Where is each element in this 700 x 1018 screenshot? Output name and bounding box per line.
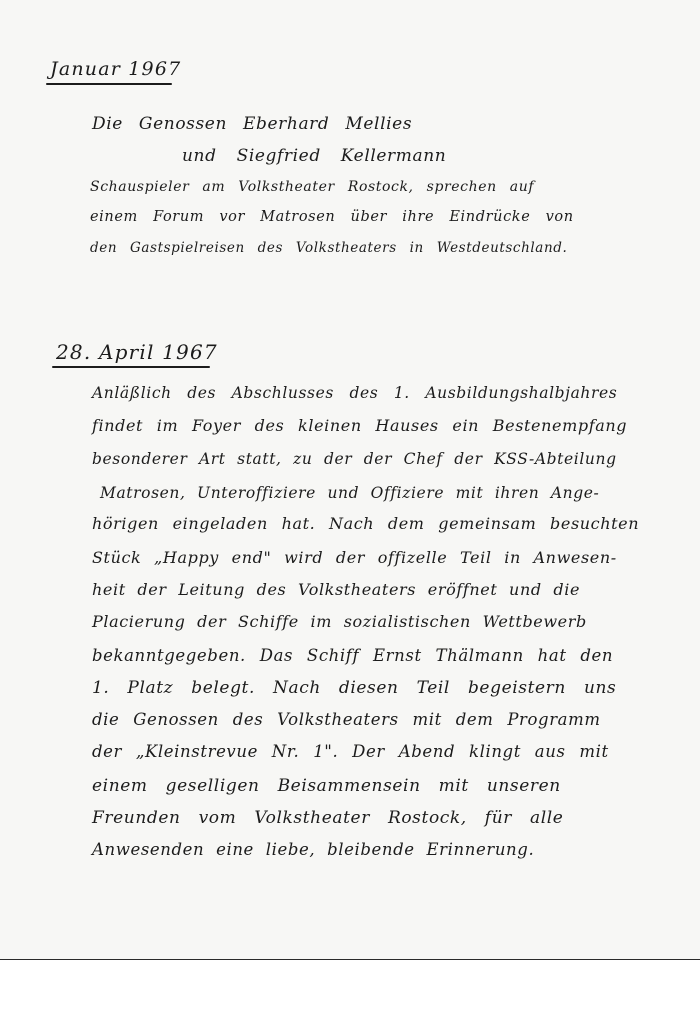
entry2-line: Anläßlich des Abschlusses des 1. Ausbildungshalbjahres bbox=[92, 384, 618, 402]
entry2-line: Stück „Happy end" wird der offizelle Teil in Anwesen- bbox=[92, 548, 617, 567]
entry2-line: hörigen eingeladen hat. Nach dem gemeinsam besuchten bbox=[92, 514, 640, 533]
entry1-line: einem Forum vor Matrosen über ihre Eindrücke von bbox=[90, 209, 574, 225]
date-underline bbox=[52, 366, 210, 368]
entry2-line: Placierung der Schiffe im sozialistischen Wettbewerb bbox=[92, 612, 587, 631]
entry2-line: 1. Platz belegt. Nach diesen Teil begeistern uns bbox=[92, 678, 617, 698]
entry2-line: findet im Foyer des kleinen Hauses ein Bestenempfang bbox=[92, 416, 628, 435]
entry2-line: Freunden vom Volkstheater Rostock, für alle bbox=[92, 808, 564, 828]
entry1-line: den Gastspielreisen des Volkstheaters in Westdeutschland. bbox=[90, 240, 568, 256]
entry2-line: heit der Leitung des Volkstheaters eröffnet und die bbox=[92, 580, 581, 599]
page-bottom-rule bbox=[0, 959, 700, 960]
entry1-line: und Siegfried Kellermann bbox=[182, 146, 447, 166]
entry2-line: Matrosen, Unteroffiziere und Offiziere mit ihren Ange- bbox=[100, 484, 600, 502]
entry2-line: der „Kleinstrevue Nr. 1". Der Abend klingt aus mit bbox=[92, 742, 609, 761]
entry2-line: Anwesenden eine liebe, bleibende Erinnerung. bbox=[92, 840, 535, 859]
entry2-line: die Genossen des Volkstheaters mit dem Programm bbox=[92, 710, 601, 729]
entry-date-january-1967: Januar 1967 bbox=[50, 58, 182, 80]
entry-date-april-1967: 28. April 1967 bbox=[56, 340, 218, 364]
entry2-line: einem geselligen Beisammensein mit unseren bbox=[92, 776, 561, 796]
entry1-line: Schauspieler am Volkstheater Rostock, sprechen auf bbox=[90, 179, 535, 195]
entry1-line: Die Genossen Eberhard Mellies bbox=[92, 114, 413, 134]
entry2-line: besonderer Art statt, zu der der Chef der KSS-Abteilung bbox=[92, 450, 617, 468]
entry2-line: bekanntgegeben. Das Schiff Ernst Thälmann hat den bbox=[92, 646, 614, 665]
date-underline bbox=[46, 83, 172, 85]
